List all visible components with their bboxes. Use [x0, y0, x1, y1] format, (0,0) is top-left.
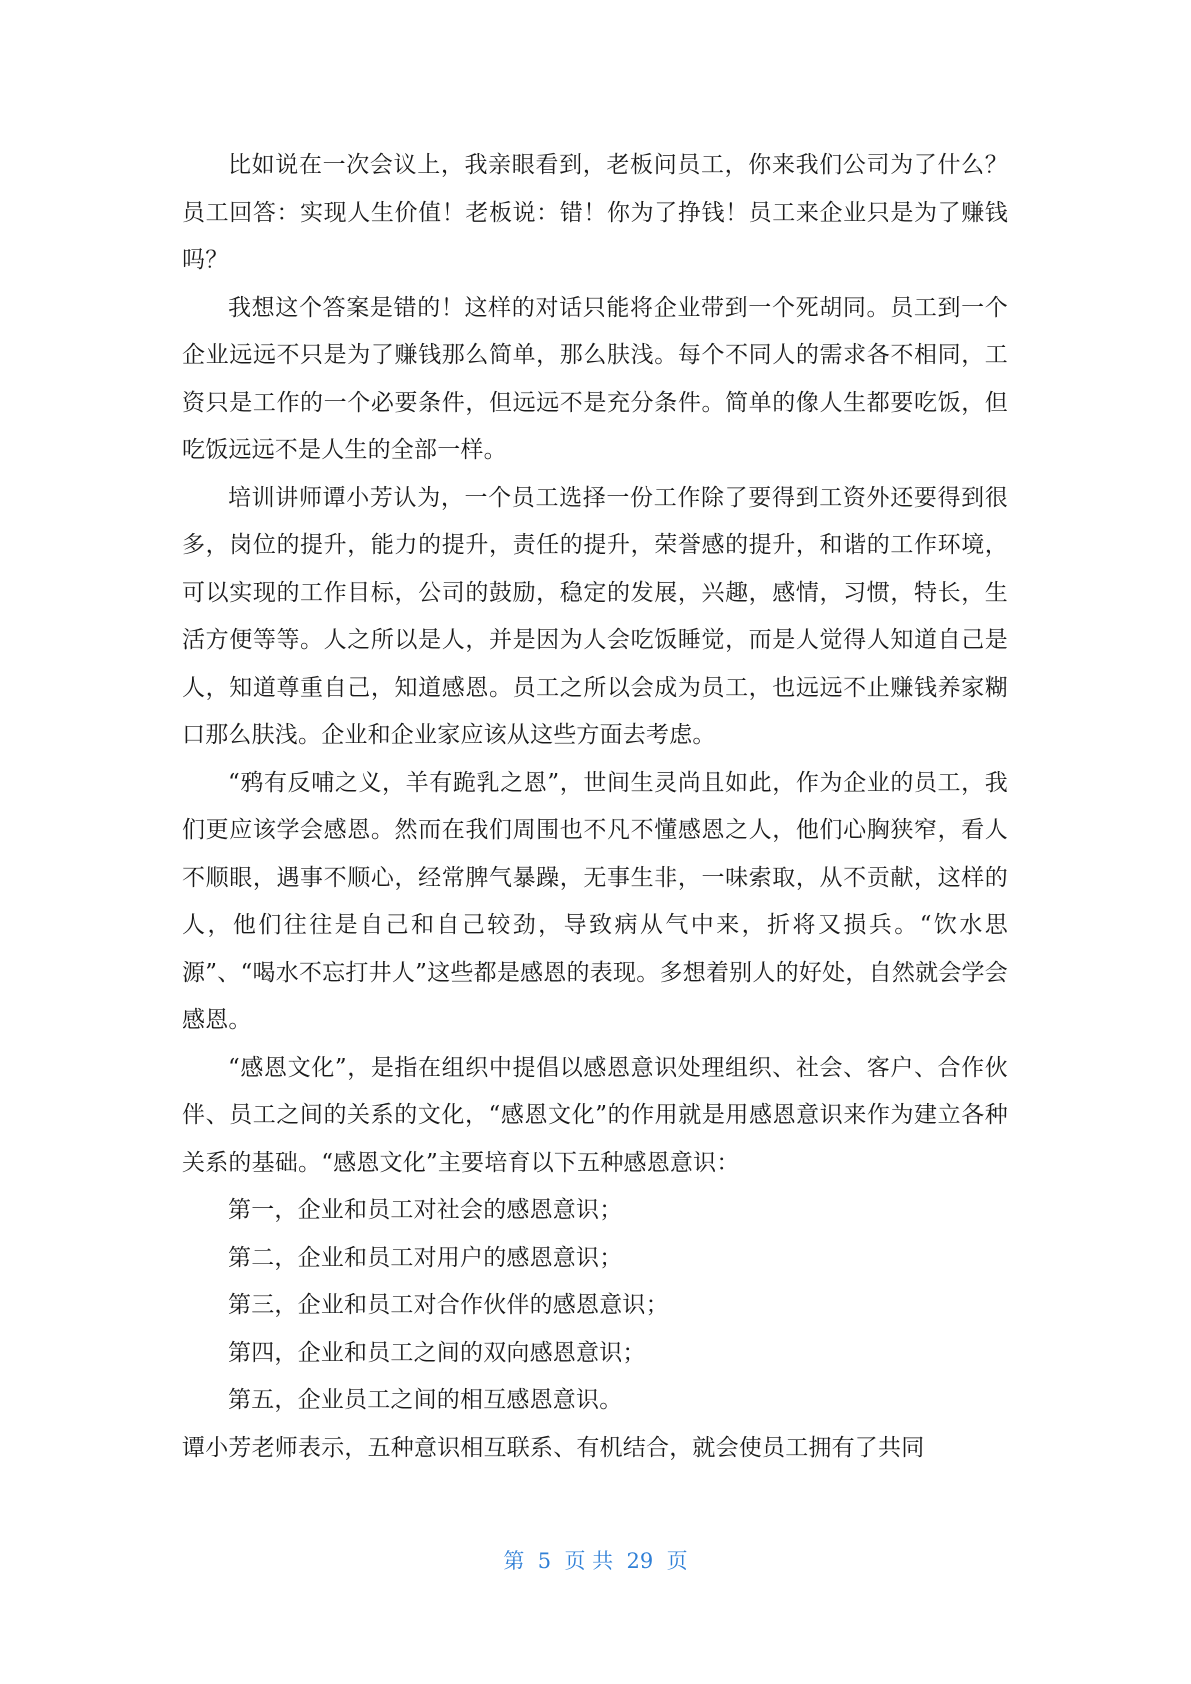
paragraph-last: 谭小芳老师表示，五种意识相互联系、有机结合，就会使员工拥有了共同 — [182, 1434, 925, 1461]
page-number-footer: 第 5 页 共 29 页 — [503, 1549, 688, 1573]
list-item-third: 第三，企业和员工对合作伙伴的感恩意识； — [228, 1292, 669, 1318]
paragraph-4: “鸦有反哺之义，羊有跪乳之恩”，世间生灵尚且如此，作为企业的员工，我们更应该学会感恩。然而在我们周围也不凡不懂感恩之人，他们心胸狭窄，看人不顺眼，遇事不顺心，经常脾气暴躁，无事生非，一味索取，从不贡献，这样的人，他们往往是自己和自己较劲，导致病从气中来，折将又损兵。“饮水思源”、“喝水不忘打井人”这些都是感恩的表现。多想着别人的好处，自然就会学会感恩。 — [182, 769, 1008, 1033]
paragraph-3: 培训讲师谭小芳认为，一个员工选择一份工作除了要得到工资外还要得到很多，岗位的提升，能力的提升，责任的提升，荣誉感的提升，和谐的工作环境，可以实现的工作目标，公司的鼓励，稳定的发展，兴趣，感情，习惯，特长，生活方便等等。人之所以是人，并是因为人会吃饭睡觉，而是人觉得人知道自己是人，知道尊重自己，知道感恩。员工之所以会成为员工，也远远不止赚钱养家糊口那么肤浅。企业和企业家应该从这些方面去考虑。 — [182, 484, 1008, 748]
list-item-fifth: 第五，企业员工之间的相互感恩意识。 — [228, 1387, 623, 1413]
paragraph-5: “感恩文化”，是指在组织中提倡以感恩意识处理组织、社会、客户、合作伙伴、员工之间的关系的文化，“感恩文化”的作用就是用感恩意识来作为建立各种关系的基础。“感恩文化”主要培育以下五种感恩意识： — [182, 1054, 1008, 1176]
list-item-first: 第一，企业和员工对社会的感恩意识； — [228, 1197, 623, 1223]
paragraph-2: 我想这个答案是错的！这样的对话只能将企业带到一个死胡同。员工到一个企业远远不只是为了赚钱那么简单，那么肤浅。每个不同人的需求各不相同，工资只是工作的一个必要条件，但远远不是充分条件。简单的像人生都要吃饭，但吃饭远远不是人生的全部一样。 — [182, 294, 1008, 463]
list-item-fourth: 第四，企业和员工之间的双向感恩意识； — [228, 1339, 646, 1366]
list-item-second: 第二，企业和员工对用户的感恩意识； — [228, 1244, 623, 1271]
paragraph-1: 比如说在一次会议上，我亲眼看到，老板问员工，你来我们公司为了什么？员工回答：实现人生价值！老板说：错！你为了挣钱！员工来企业只是为了赚钱吗？ — [182, 152, 1008, 273]
document-body — [182, 142, 1008, 1472]
